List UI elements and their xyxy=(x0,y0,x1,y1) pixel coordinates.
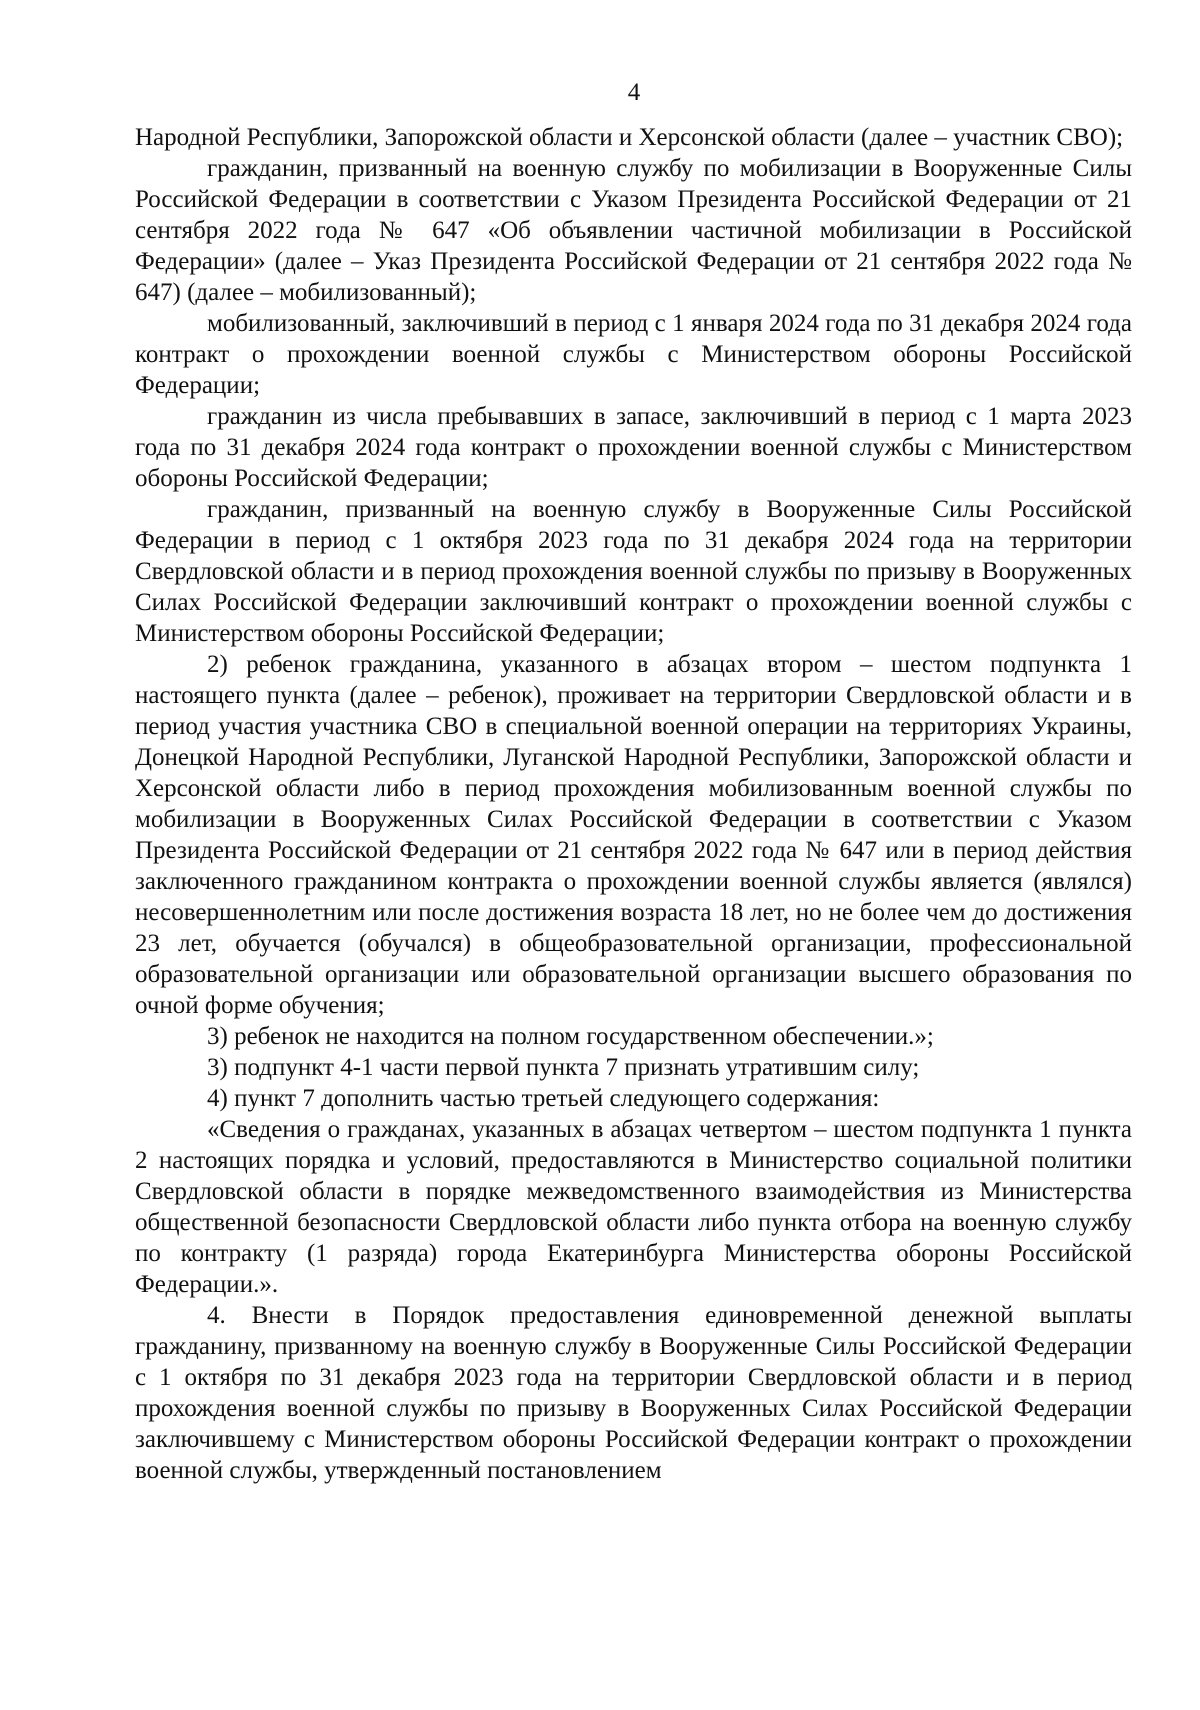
paragraph-reserve-citizen: гражданин из числа пребывавших в запасе, заключивший в период с 1 марта 2023 года по 31 декабря 2024 года контракт о прохождении военной службы с Министерством обороны Российской Федерации; xyxy=(135,403,1132,492)
paragraph-subitem-repeal: 3) подпункт 4-1 части первой пункта 7 признать утратившим силу; xyxy=(207,1054,920,1081)
page-number: 4 xyxy=(627,79,641,106)
paragraph-conscript-contract: гражданин, призванный на военную службу в Вооруженные Силы Российской Федерации в период с 1 октября 2023 года по 31 декабря 2024 года на территории Свердловской области и в период прохождения военной службы по призыву в Вооруженных Силах Российской Федерации заключивший контракт о прохождении военной службы с Министерством обороны Российской Федерации; xyxy=(135,496,1132,647)
paragraph-mobilized-citizen: гражданин, призванный на военную службу по мобилизации в Вооруженные Силы Российской Федерации в соответствии с Указом Президента Российской Федерации от 21 сентября 2022 года № 647 «Об объявлении частичной мобилизации в Российской Федерации» (далее – Указ Президента Российской Федерации от 21 сентября 2022 года № 647) (далее – мобилизованный); xyxy=(135,155,1132,306)
paragraph-information-quote: «Сведения о гражданах, указанных в абзацах четвертом – шестом подпункта 1 пункта 2 настоящих порядка и условий, предоставляются в Министерство социальной политики Свердловской области в порядке межведомственного взаимодействия из Министерства общественной безопасности Свердловской области либо пункта отбора на военную службу по контракту (1 разряда) города Екатеринбурга Министерства обороны Российской Федерации.». xyxy=(135,1116,1132,1298)
paragraph-item-7-addition: 4) пункт 7 дополнить частью третьей следующего содержания: xyxy=(207,1085,880,1112)
paragraph-section-4: 4. Внести в Порядок предоставления единовременной денежной выплаты гражданину, призванному на военную службу в Вооруженные Силы Российской Федерации с 1 октября по 31 декабря 2023 года на территории Свердловской области и в период прохождения военной службы по призыву в Вооруженных Силах Российской Федерации заключившему с Министерством обороны Российской Федерации контракт о прохождении военной службы, утвержденный постановлением xyxy=(135,1302,1132,1484)
paragraph-child-conditions: 2) ребенок гражданина, указанного в абзацах втором – шестом подпункта 1 настоящего пункта (далее – ребенок), проживает на территории Свердловской области и в период участия участника СВО в специальной военной операции на территориях Украины, Донецкой Народной Республики, Луганской Народной Республики, Запорожской области и Херсонской области либо в период прохождения мобилизованным военной службы по мобилизации в Вооруженных Силах Российской Федерации в соответствии с Указом Президента Российской Федерации от 21 сентября 2022 года № 647 или в период действия заключенного гражданином контракта о прохождении военной службы является (являлся) несовершеннолетним или после достижения возраста 18 лет, но не более чем до достижения 23 лет, обучается (обучался) в общеобразовательной организации, профессиональной образовательной организации или образовательной организации высшего образования по очной форме обучения; xyxy=(135,651,1132,1019)
paragraph-child-state-support: 3) ребенок не находится на полном государственном обеспечении.»; xyxy=(207,1023,934,1050)
document-body xyxy=(135,122,1132,1486)
paragraph-mobilized-contract: мобилизованный, заключивший в период с 1 января 2024 года по 31 декабря 2024 года контракт о прохождении военной службы с Министерством обороны Российской Федерации; xyxy=(135,310,1132,399)
paragraph-continuation: Народной Республики, Запорожской области и Херсонской области (далее – участник СВО); xyxy=(135,124,1124,151)
